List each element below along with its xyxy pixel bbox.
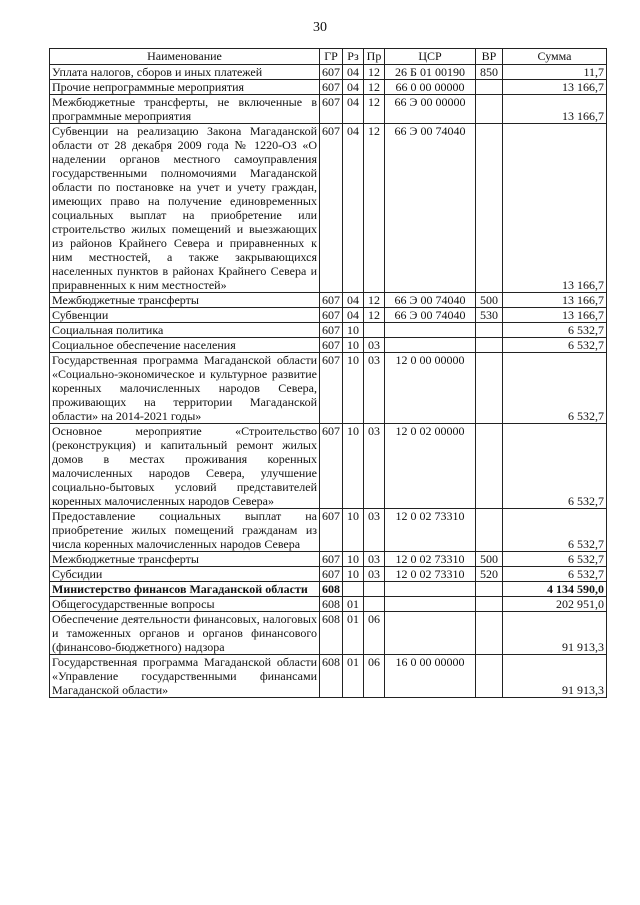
cell-rz: 04: [343, 124, 364, 293]
cell-rz: 10: [343, 353, 364, 424]
cell-sum: 13 166,7: [503, 80, 607, 95]
cell-csr: 12 0 02 00000: [385, 424, 476, 509]
cell-pr: 03: [364, 567, 385, 582]
cell-sum: 6 532,7: [503, 567, 607, 582]
cell-gr: 608: [320, 655, 343, 698]
cell-gr: 607: [320, 95, 343, 124]
cell-gr: 607: [320, 323, 343, 338]
cell-rz: 10: [343, 552, 364, 567]
cell-csr: [385, 323, 476, 338]
header-pr: Пр: [364, 49, 385, 65]
cell-vr: [476, 424, 503, 509]
cell-rz: 10: [343, 424, 364, 509]
cell-csr: 16 0 00 00000: [385, 655, 476, 698]
header-csr: ЦСР: [385, 49, 476, 65]
cell-vr: [476, 612, 503, 655]
cell-rz: 10: [343, 323, 364, 338]
cell-pr: [364, 582, 385, 597]
cell-pr: [364, 323, 385, 338]
header-sum: Сумма: [503, 49, 607, 65]
cell-sum: 11,7: [503, 65, 607, 80]
cell-vr: [476, 509, 503, 552]
cell-vr: 500: [476, 552, 503, 567]
cell-gr: 607: [320, 353, 343, 424]
cell-csr: 12 0 02 73310: [385, 567, 476, 582]
cell-csr: 12 0 02 73310: [385, 509, 476, 552]
cell-rz: 04: [343, 95, 364, 124]
cell-sum: 13 166,7: [503, 308, 607, 323]
cell-gr: 608: [320, 612, 343, 655]
cell-pr: 12: [364, 95, 385, 124]
cell-name: Предоставление социальных выплат на приобретение жилых помещений гражданам из числа коренных малочисленных народов Севера: [50, 509, 320, 552]
cell-pr: 03: [364, 338, 385, 353]
cell-rz: 10: [343, 338, 364, 353]
cell-pr: 12: [364, 124, 385, 293]
cell-csr: 66 Э 00 74040: [385, 308, 476, 323]
cell-vr: [476, 80, 503, 95]
cell-gr: 607: [320, 308, 343, 323]
cell-gr: 607: [320, 567, 343, 582]
table-row: [50, 95, 607, 124]
page-number: 30: [313, 20, 327, 35]
cell-csr: 66 0 00 00000: [385, 80, 476, 95]
cell-rz: 01: [343, 597, 364, 612]
cell-name: Субвенции на реализацию Закона Магаданской области от 28 декабря 2009 года № 1220-ОЗ «О наделении органов местного самоуправления государственными полномочиями Магаданской области по постановке на учет и учету граждан, имеющих право на получение единовременных социальных выплат на приобретение или строительство жилых помещений и выезжающих из районов Крайнего Севера и приравненных к ним местностей, а также закрывающихся населенных пунктов в районах Крайнего Севера и приравненных к ним местностей»: [50, 124, 320, 293]
table-body: [50, 65, 607, 698]
cell-name: Прочие непрограммные мероприятия: [50, 80, 320, 95]
table-row: [50, 582, 607, 597]
table-row: [50, 338, 607, 353]
cell-name: Общегосударственные вопросы: [50, 597, 320, 612]
cell-rz: 04: [343, 80, 364, 95]
cell-sum: 91 913,3: [503, 655, 607, 698]
cell-vr: [476, 582, 503, 597]
cell-name: Субвенции: [50, 308, 320, 323]
cell-pr: 03: [364, 424, 385, 509]
header-vr: ВР: [476, 49, 503, 65]
cell-csr: [385, 582, 476, 597]
table-row: [50, 509, 607, 552]
cell-pr: 06: [364, 655, 385, 698]
cell-rz: 04: [343, 308, 364, 323]
cell-vr: 500: [476, 293, 503, 308]
cell-name: Государственная программа Магаданской области «Социально-экономическое и культурное развитие коренных малочисленных народов Севера, проживающих на территории Магаданской области» на 2014-2021 годы»: [50, 353, 320, 424]
cell-name: Обеспечение деятельности финансовых, налоговых и таможенных органов и органов финансового (финансово-бюджетного) надзора: [50, 612, 320, 655]
cell-pr: 03: [364, 509, 385, 552]
table-row: [50, 552, 607, 567]
cell-sum: 6 532,7: [503, 353, 607, 424]
table-row: [50, 567, 607, 582]
budget-table: [49, 48, 607, 698]
cell-rz: 01: [343, 612, 364, 655]
table-row: [50, 612, 607, 655]
cell-gr: 608: [320, 582, 343, 597]
cell-pr: 12: [364, 80, 385, 95]
cell-gr: 607: [320, 124, 343, 293]
cell-sum: 91 913,3: [503, 612, 607, 655]
cell-csr: 66 Э 00 74040: [385, 124, 476, 293]
cell-sum: 4 134 590,0: [503, 582, 607, 597]
cell-vr: [476, 338, 503, 353]
cell-csr: [385, 612, 476, 655]
cell-name: Основное мероприятие «Строительство (реконструкция) и капитальный ремонт жилых домов в местах проживания коренных малочисленных народов Севера, улучшение социально-бытовых условий представителей коренных малочисленных народов Севера»: [50, 424, 320, 509]
cell-pr: 03: [364, 353, 385, 424]
cell-vr: [476, 124, 503, 293]
cell-name: Социальная политика: [50, 323, 320, 338]
cell-sum: 6 532,7: [503, 338, 607, 353]
cell-vr: [476, 353, 503, 424]
cell-sum: 13 166,7: [503, 293, 607, 308]
cell-rz: 10: [343, 509, 364, 552]
cell-rz: 10: [343, 567, 364, 582]
cell-sum: 6 532,7: [503, 323, 607, 338]
table-row: [50, 65, 607, 80]
cell-csr: 66 Э 00 74040: [385, 293, 476, 308]
cell-pr: 12: [364, 293, 385, 308]
cell-name: Государственная программа Магаданской области «Управление государственными финансами Магаданской области»: [50, 655, 320, 698]
cell-rz: 04: [343, 293, 364, 308]
cell-name: Межбюджетные трансферты, не включенные в программные мероприятия: [50, 95, 320, 124]
table-row: [50, 80, 607, 95]
cell-vr: 520: [476, 567, 503, 582]
cell-name: Субсидии: [50, 567, 320, 582]
cell-vr: [476, 95, 503, 124]
cell-csr: 26 Б 01 00190: [385, 65, 476, 80]
cell-vr: 530: [476, 308, 503, 323]
cell-gr: 607: [320, 552, 343, 567]
table-row: [50, 597, 607, 612]
table-row: [50, 655, 607, 698]
cell-csr: [385, 338, 476, 353]
table-row: [50, 424, 607, 509]
table-row: [50, 353, 607, 424]
cell-gr: 607: [320, 293, 343, 308]
cell-name: Министерство финансов Магаданской области: [50, 582, 320, 597]
cell-gr: 607: [320, 424, 343, 509]
cell-sum: 202 951,0: [503, 597, 607, 612]
cell-name: Социальное обеспечение населения: [50, 338, 320, 353]
cell-sum: 6 532,7: [503, 509, 607, 552]
cell-gr: 607: [320, 80, 343, 95]
cell-gr: 607: [320, 338, 343, 353]
header-name: Наименование: [50, 49, 320, 65]
cell-csr: 66 Э 00 00000: [385, 95, 476, 124]
cell-gr: 607: [320, 65, 343, 80]
cell-pr: 12: [364, 308, 385, 323]
header-rz: Рз: [343, 49, 364, 65]
table-row: [50, 124, 607, 293]
cell-csr: 12 0 00 00000: [385, 353, 476, 424]
header-gr: ГР: [320, 49, 343, 65]
cell-sum: 13 166,7: [503, 95, 607, 124]
cell-pr: 06: [364, 612, 385, 655]
table-row: [50, 308, 607, 323]
table-row: [50, 323, 607, 338]
cell-pr: 03: [364, 552, 385, 567]
table-header-row: [50, 49, 607, 65]
cell-gr: 608: [320, 597, 343, 612]
cell-gr: 607: [320, 509, 343, 552]
cell-vr: [476, 323, 503, 338]
cell-sum: 6 532,7: [503, 552, 607, 567]
cell-csr: [385, 597, 476, 612]
table-row: [50, 293, 607, 308]
cell-rz: 04: [343, 65, 364, 80]
cell-rz: [343, 582, 364, 597]
cell-vr: 850: [476, 65, 503, 80]
cell-name: Межбюджетные трансферты: [50, 552, 320, 567]
cell-pr: 12: [364, 65, 385, 80]
cell-csr: 12 0 02 73310: [385, 552, 476, 567]
cell-pr: [364, 597, 385, 612]
cell-sum: 6 532,7: [503, 424, 607, 509]
cell-sum: 13 166,7: [503, 124, 607, 293]
cell-rz: 01: [343, 655, 364, 698]
cell-vr: [476, 597, 503, 612]
cell-vr: [476, 655, 503, 698]
cell-name: Уплата налогов, сборов и иных платежей: [50, 65, 320, 80]
cell-name: Межбюджетные трансферты: [50, 293, 320, 308]
